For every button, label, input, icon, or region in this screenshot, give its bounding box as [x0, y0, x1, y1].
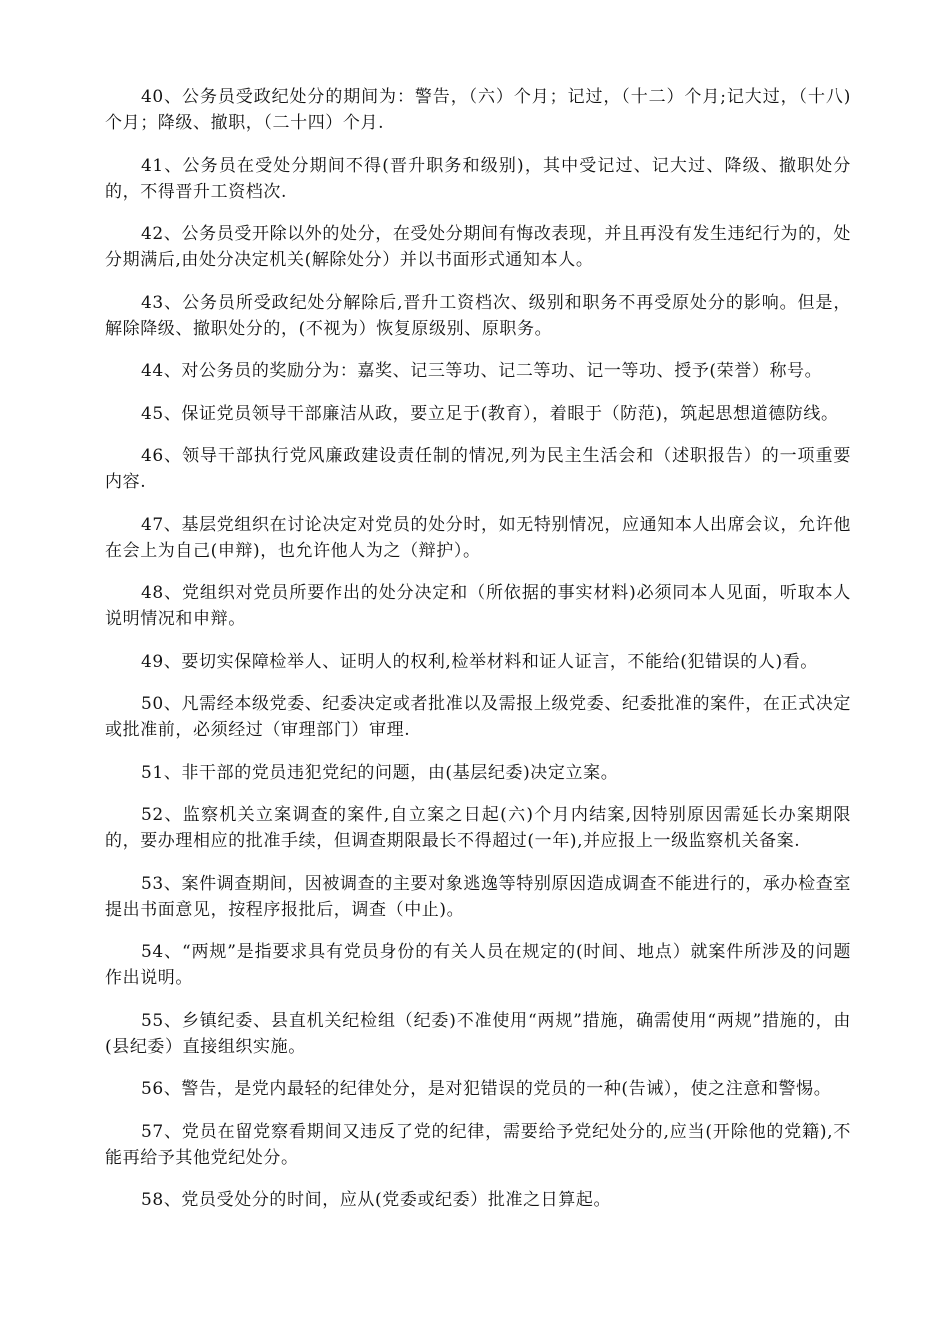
- paragraph-54: 54、“两规”是指要求具有党员身份的有关人员在规定的(时间、地点）就案件所涉及的问题作出说明。: [105, 942, 851, 988]
- paragraph-58: 58、党员受处分的时间，应从(党委或纪委）批准之日算起。: [141, 1190, 612, 1210]
- paragraph-57: 57、党员在留党察看期间又违反了党的纪律，需要给予党纪处分的,应当(开除他的党籍),不能再给予其他党纪处分。: [105, 1121, 851, 1168]
- paragraph-50: 50、凡需经本级党委、纪委决定或者批准以及需报上级党委、纪委批准的案件，在正式决定或批准前，必须经过（审理部门）审理.: [105, 694, 851, 740]
- document-body: [105, 84, 851, 1230]
- paragraph-55: 55、乡镇纪委、县直机关纪检组（纪委)不准使用“两规”措施，确需使用“两规”措施的，由(县纪委）直接组织实施。: [105, 1010, 851, 1057]
- paragraph-42: 42、公务员受开除以外的处分，在受处分期间有悔改表现，并且再没有发生违纪行为的，处分期满后,由处分决定机关(解除处分）并以书面形式通知本人。: [105, 224, 851, 270]
- paragraph-51: 51、非干部的党员违犯党纪的问题，由(基层纪委)决定立案。: [141, 762, 619, 783]
- paragraph-48: 48、党组织对党员所要作出的处分决定和（所依据的事实材料)必须同本人见面，听取本人说明情况和申辩。: [105, 583, 851, 629]
- paragraph-53: 53、案件调查期间，因被调查的主要对象逃逸等特别原因造成调查不能进行的，承办检查室提出书面意见，按程序报批后，调查（中止)。: [105, 873, 851, 920]
- paragraph-47: 47、基层党组织在讨论决定对党员的处分时，如无特别情况，应通知本人出席会议，允许他在会上为自己(申辩)，也允许他人为之（辩护）。: [105, 514, 851, 561]
- paragraph-56: 56、警告，是党内最轻的纪律处分，是对犯错误的党员的一种(告诫），使之注意和警惕。: [141, 1079, 832, 1099]
- paragraph-52: 52、监察机关立案调查的案件,自立案之日起(六)个月内结案,因特别原因需延长办案期限的，要办理相应的批准手续，但调查期限最长不得超过(一年),并应报上一级监察机关备案.: [105, 805, 851, 851]
- paragraph-43: 43、公务员所受政纪处分解除后,晋升工资档次、级别和职务不再受原处分的影响。但是，解除降级、撤职处分的，(不视为）恢复原级别、原职务。: [105, 292, 851, 339]
- paragraph-44: 44、对公务员的奖励分为：嘉奖、记三等功、记二等功、记一等功、授予(荣誉）称号。: [141, 361, 823, 381]
- paragraph-46: 46、领导干部执行党风廉政建设责任制的情况,列为民主生活会和（述职报告）的一项重要内容.: [105, 446, 851, 492]
- paragraph-49: 49、要切实保障检举人、证明人的权利,检举材料和证人证言，不能给(犯错误的人)看。: [141, 651, 818, 672]
- paragraph-41: 41、公务员在受处分期间不得(晋升职务和级别)，其中受记过、记大过、降级、撤职处分的，不得晋升工资档次.: [105, 155, 851, 202]
- paragraph-40: 40、公务员受政纪处分的期间为：警告，（六）个月；记过，（十二）个月;记大过，（十八)个月；降级、撤职，（二十四）个月.: [105, 87, 851, 133]
- paragraph-45: 45、保证党员领导干部廉洁从政，要立足于(教育），着眼于（防范)，筑起思想道德防线。: [141, 403, 839, 424]
